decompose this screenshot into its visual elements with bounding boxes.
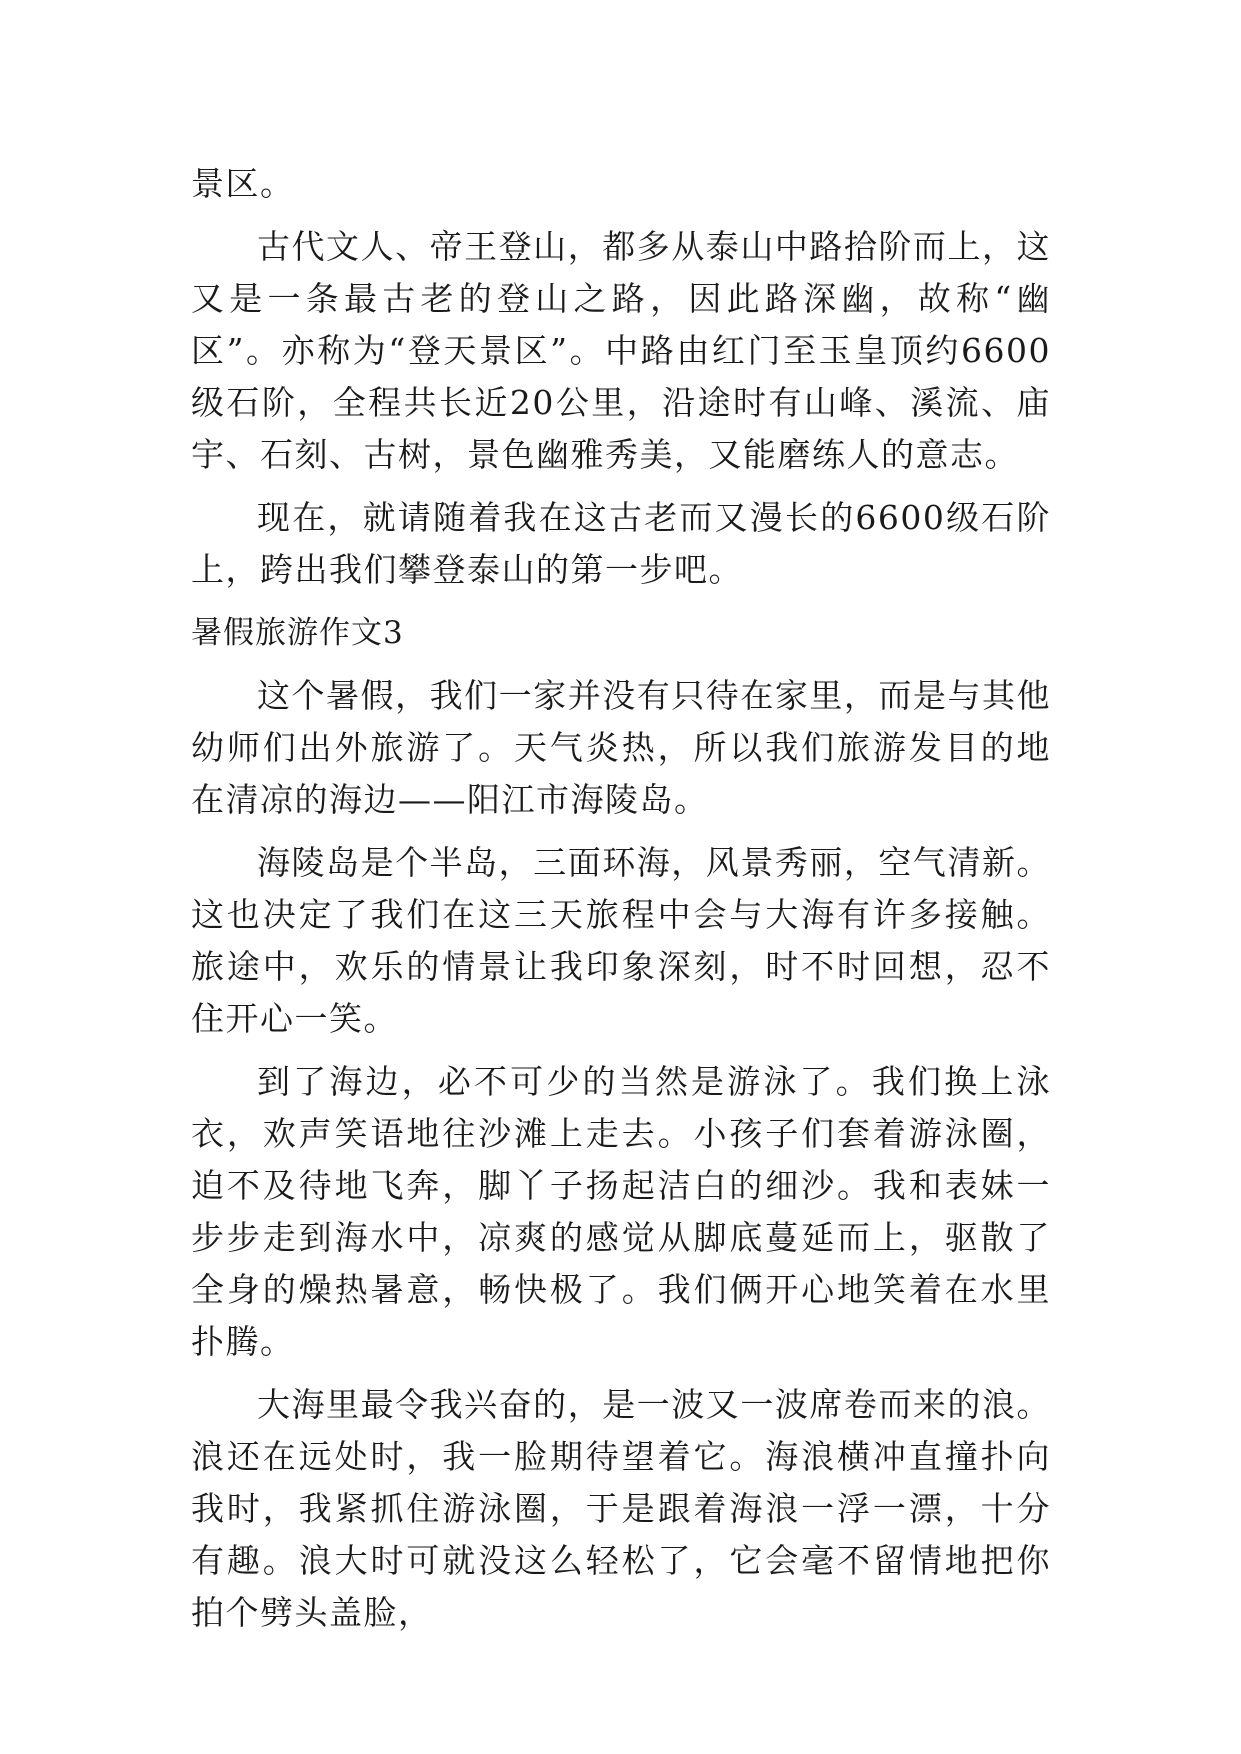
essay-heading: 暑假旅游作文3: [191, 615, 404, 651]
paragraph-summer-trip: 这个暑假，我们一家并没有只待在家里，而是与其他幼师们出外旅游了。天气炎热，所以我们旅游发目的地在清凉的海边——阳江市海陵岛。: [191, 676, 1051, 819]
paragraph-continuation: 景区。: [191, 164, 295, 203]
paragraph-ancient-route: 古代文人、帝王登山，都多从泰山中路拾阶而上，这又是一条最古老的登山之路，因此路深幽，故称“幽区”。亦称为“登天景区”。中路由红门至玉皇顶约6600级石阶，全程共长近20公里，沿途时有山峰、溪流、庙宇、石刻、古树，景色幽雅秀美，又能磨练人的意志。: [191, 227, 1051, 474]
paragraph-first-step: 现在，就请随着我在这古老而又漫长的6600级石阶上，跨出我们攀登泰山的第一步吧。: [191, 498, 1051, 589]
document-body: [191, 158, 1051, 1650]
paragraph-hailing-island: 海陵岛是个半岛，三面环海，风景秀丽，空气清新。这也决定了我们在这三天旅程中会与大海有许多接触。旅途中，欢乐的情景让我印象深刻，时不时回想，忍不住开心一笑。: [191, 843, 1051, 1038]
paragraph-waves: 大海里最令我兴奋的，是一波又一波席卷而来的浪。浪还在远处时，我一脸期待望着它。海浪横冲直撞扑向我时，我紧抓住游泳圈，于是跟着海浪一浮一漂，十分有趣。浪大时可就没这么轻松了，它会毫不留情地把你拍个劈头盖脸，: [191, 1385, 1051, 1632]
paragraph-swimming: 到了海边，必不可少的当然是游泳了。我们换上泳衣，欢声笑语地往沙滩上走去。小孩子们套着游泳圈，迫不及待地飞奔，脚丫子扬起洁白的细沙。我和表妹一步步走到海水中，凉爽的感觉从脚底蔓延而上，驱散了全身的燥热暑意，畅快极了。我们俩开心地笑着在水里扑腾。: [191, 1062, 1051, 1361]
